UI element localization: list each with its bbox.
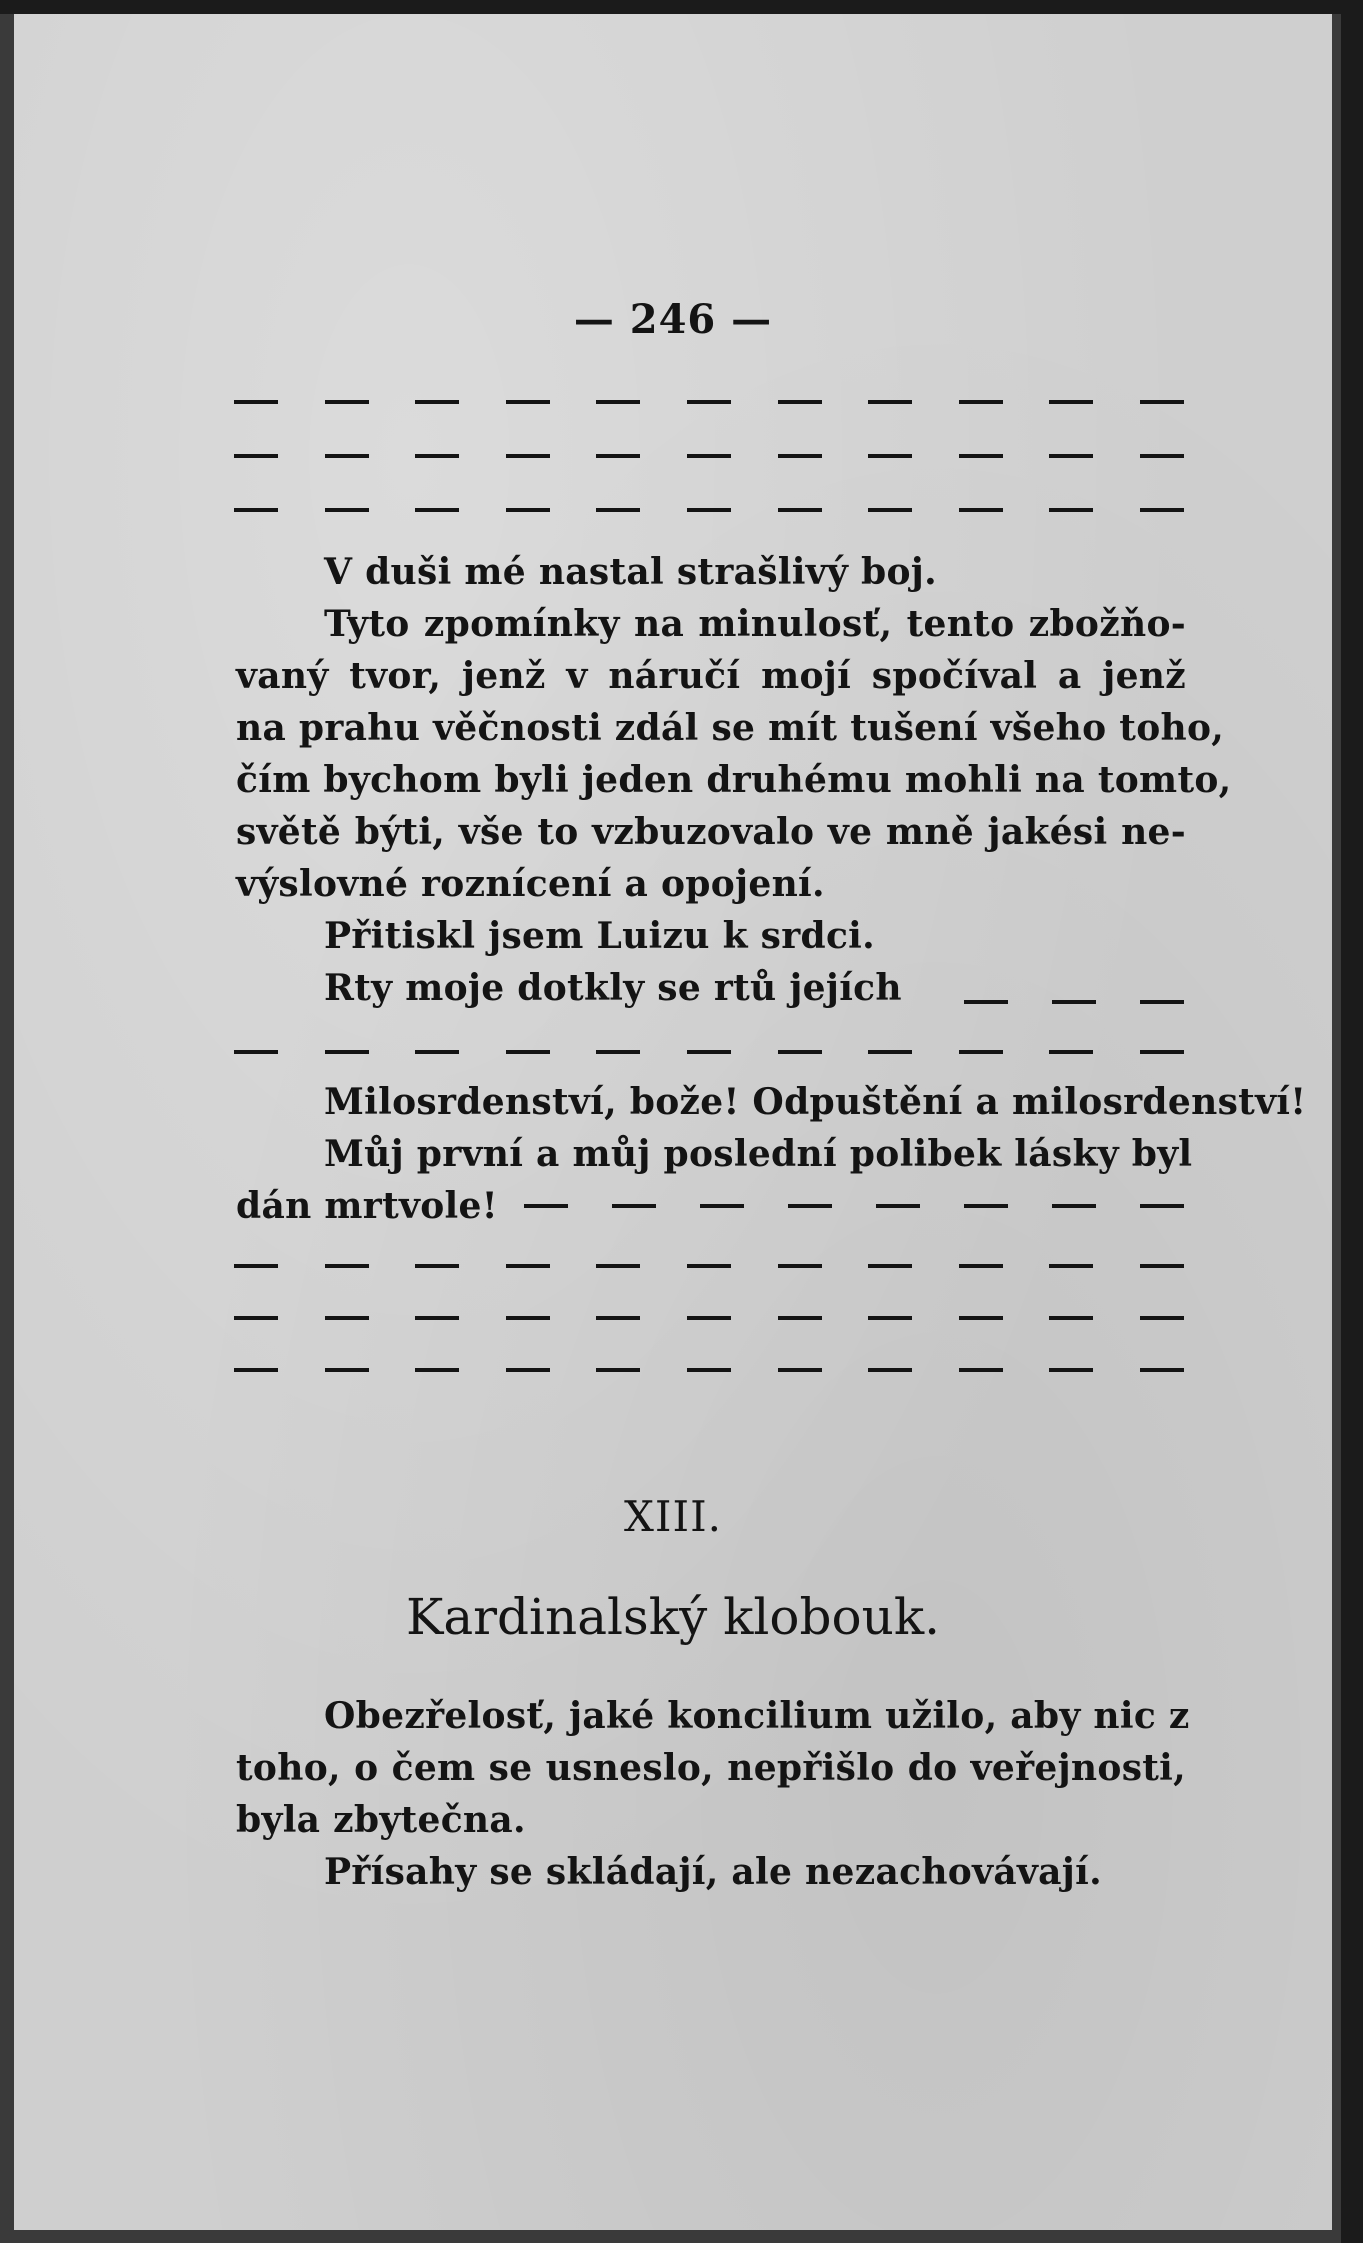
- scan-border-top: [0, 0, 1363, 14]
- text-line: Přitiskl jsem Luizu k srdci.: [324, 915, 875, 957]
- text-line: Obezřelosť, jaké koncilium užilo, aby nic z: [324, 1695, 1190, 1737]
- dash-separator-inline: [964, 1000, 1184, 1004]
- dash-separator-row: [234, 1050, 1184, 1054]
- text-line: Milosrdenství, bože! Odpuštění a milosrdenství!: [324, 1081, 1307, 1123]
- dash-separator-row: [234, 508, 1184, 512]
- text-line: Tyto zpomínky na minulosť, tento zbožňo-: [324, 603, 1186, 645]
- dash-separator-row: [234, 1368, 1184, 1372]
- dash-separator-row: [234, 1264, 1184, 1268]
- text-line: V duši mé nastal strašlivý boj.: [324, 551, 937, 593]
- page-number: — 246 —: [573, 296, 773, 343]
- text-line: světě býti, vše to vzbuzovalo ve mně jakési ne-: [236, 811, 1186, 853]
- dash-separator-row: [234, 454, 1184, 458]
- dash-separator-inline: [524, 1204, 1184, 1208]
- text-line: Můj první a můj poslední polibek lásky byl: [324, 1133, 1193, 1175]
- text-line: byla zbytečna.: [236, 1799, 526, 1841]
- text-line: výslovné roznícení a opojení.: [236, 863, 825, 905]
- chapter-title: Kardinalský klobouk.: [405, 1588, 941, 1646]
- text-line: na prahu věčnosti zdál se mít tušení všeho toho,: [236, 707, 1225, 749]
- dash-separator-row: [234, 1316, 1184, 1320]
- text-line: čím bychom byli jeden druhému mohli na tomto,: [236, 759, 1232, 801]
- dash-separator-row: [234, 400, 1184, 404]
- text-line: Rty moje dotkly se rtů jejích: [324, 967, 902, 1009]
- text-line: Přísahy se skládají, ale nezachovávají.: [324, 1851, 1102, 1893]
- chapter-number: XIII.: [623, 1492, 723, 1541]
- book-page: [14, 14, 1332, 2230]
- text-line: dán mrtvole!: [236, 1185, 498, 1227]
- scan-border-right: [1341, 0, 1363, 2243]
- text-line: toho, o čem se usneslo, nepřišlo do veřejnosti,: [236, 1747, 1186, 1789]
- text-line: vaný tvor, jenž v náručí mojí spočíval a jenž: [236, 655, 1186, 697]
